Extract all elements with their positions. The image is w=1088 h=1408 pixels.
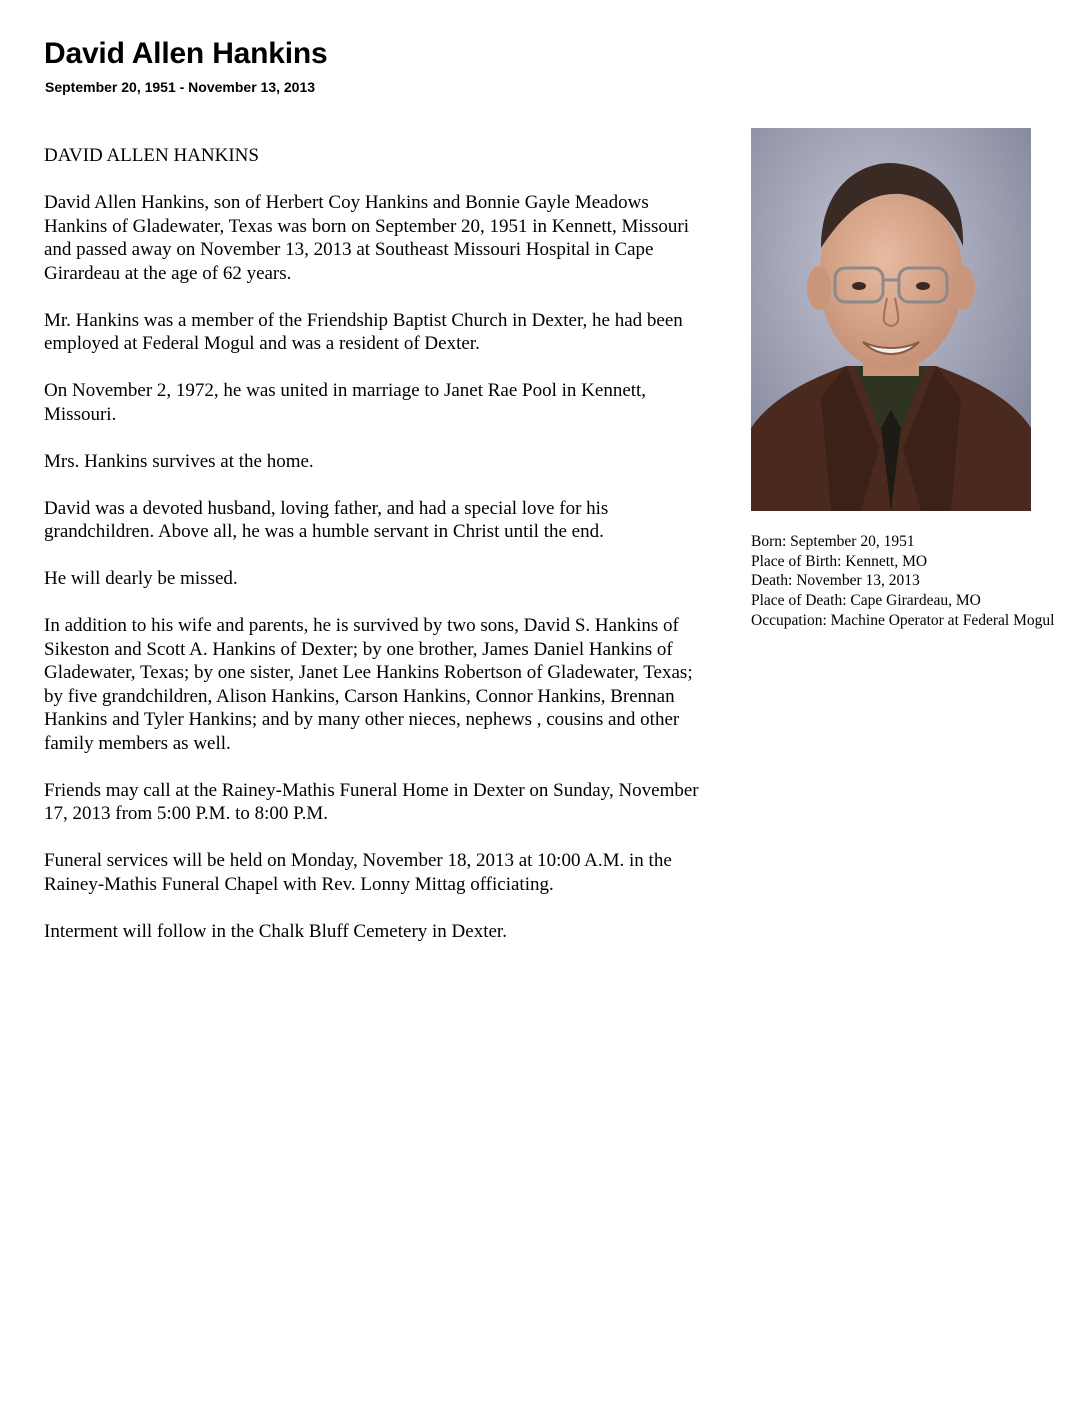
obituary-paragraph: He will dearly be missed. xyxy=(44,568,238,589)
portrait-illustration xyxy=(751,128,1031,511)
vital-facts xyxy=(751,532,1061,631)
fact-occupation: Occupation: Machine Operator at Federal Mogul xyxy=(751,611,1055,629)
obituary-paragraph: Mrs. Hankins survives at the home. xyxy=(44,450,314,472)
portrait-photo xyxy=(751,128,1031,511)
obituary-paragraph: Friends may call at the Rainey-Mathis Funeral Home in Dexter on Sunday, November 17, 2013 from 5:00 P.M. to 8:00 P.M. xyxy=(44,779,699,824)
fact-born: Born: September 20, 1951 xyxy=(751,533,915,550)
fact-place-of-birth: Place of Birth: Kennett, MO xyxy=(751,552,928,570)
obituary-paragraph: In addition to his wife and parents, he is survived by two sons, David S. Hankins of Sikeston and Scott A. Hankins of Dexter; by one brother, James Daniel Hankins of Gladewater, Texas; by one sister, Janet Lee Hankins Robertson of Gladewater, Texas; by five grandchildren, Alison Hankins, Carson Hankins, Connor Hankins, Brennan Hankins and Tyler Hankins; and by many other nieces, nephews , cousins and other family members as well. xyxy=(44,615,693,754)
life-dates: September 20, 1951 - November 13, 2013 xyxy=(45,79,316,95)
fact-place-of-death: Place of Death: Cape Girardeau, MO xyxy=(751,592,981,610)
obituary-paragraph: Funeral services will be held on Monday, November 18, 2013 at 10:00 A.M. in the Rainey-Mathis Funeral Chapel with Rev. Lonny Mittag officiating. xyxy=(44,850,672,895)
fact-death: Death: November 13, 2013 xyxy=(751,572,920,590)
obituary-paragraph: David was a devoted husband, loving father, and had a special love for his grandchildren. Above all, he was a humble servant in Christ until the end. xyxy=(44,497,609,542)
obituary-paragraph: David Allen Hankins, son of Herbert Coy Hankins and Bonnie Gayle Meadows Hankins of Gladewater, Texas was born on September 20, 1951 in Kennett, Missouri and passed away on November 13, 2013 at Southeast Missouri Hospital in Cape Girardeau at the age of 62 years. xyxy=(44,192,690,284)
obituary-paragraph: On November 2, 1972, he was united in marriage to Janet Rae Pool in Kennett, Missouri. xyxy=(44,380,647,425)
obituary-paragraph: Interment will follow in the Chalk Bluff Cemetery in Dexter. xyxy=(44,920,507,942)
obituary-heading: DAVID ALLEN HANKINS xyxy=(44,145,259,166)
obituary-paragraph: Mr. Hankins was a member of the Friendship Baptist Church in Dexter, he had been employed at Federal Mogul and was a resident of Dexter. xyxy=(44,309,683,354)
page-title: David Allen Hankins xyxy=(44,37,328,70)
obituary-body xyxy=(44,144,712,967)
